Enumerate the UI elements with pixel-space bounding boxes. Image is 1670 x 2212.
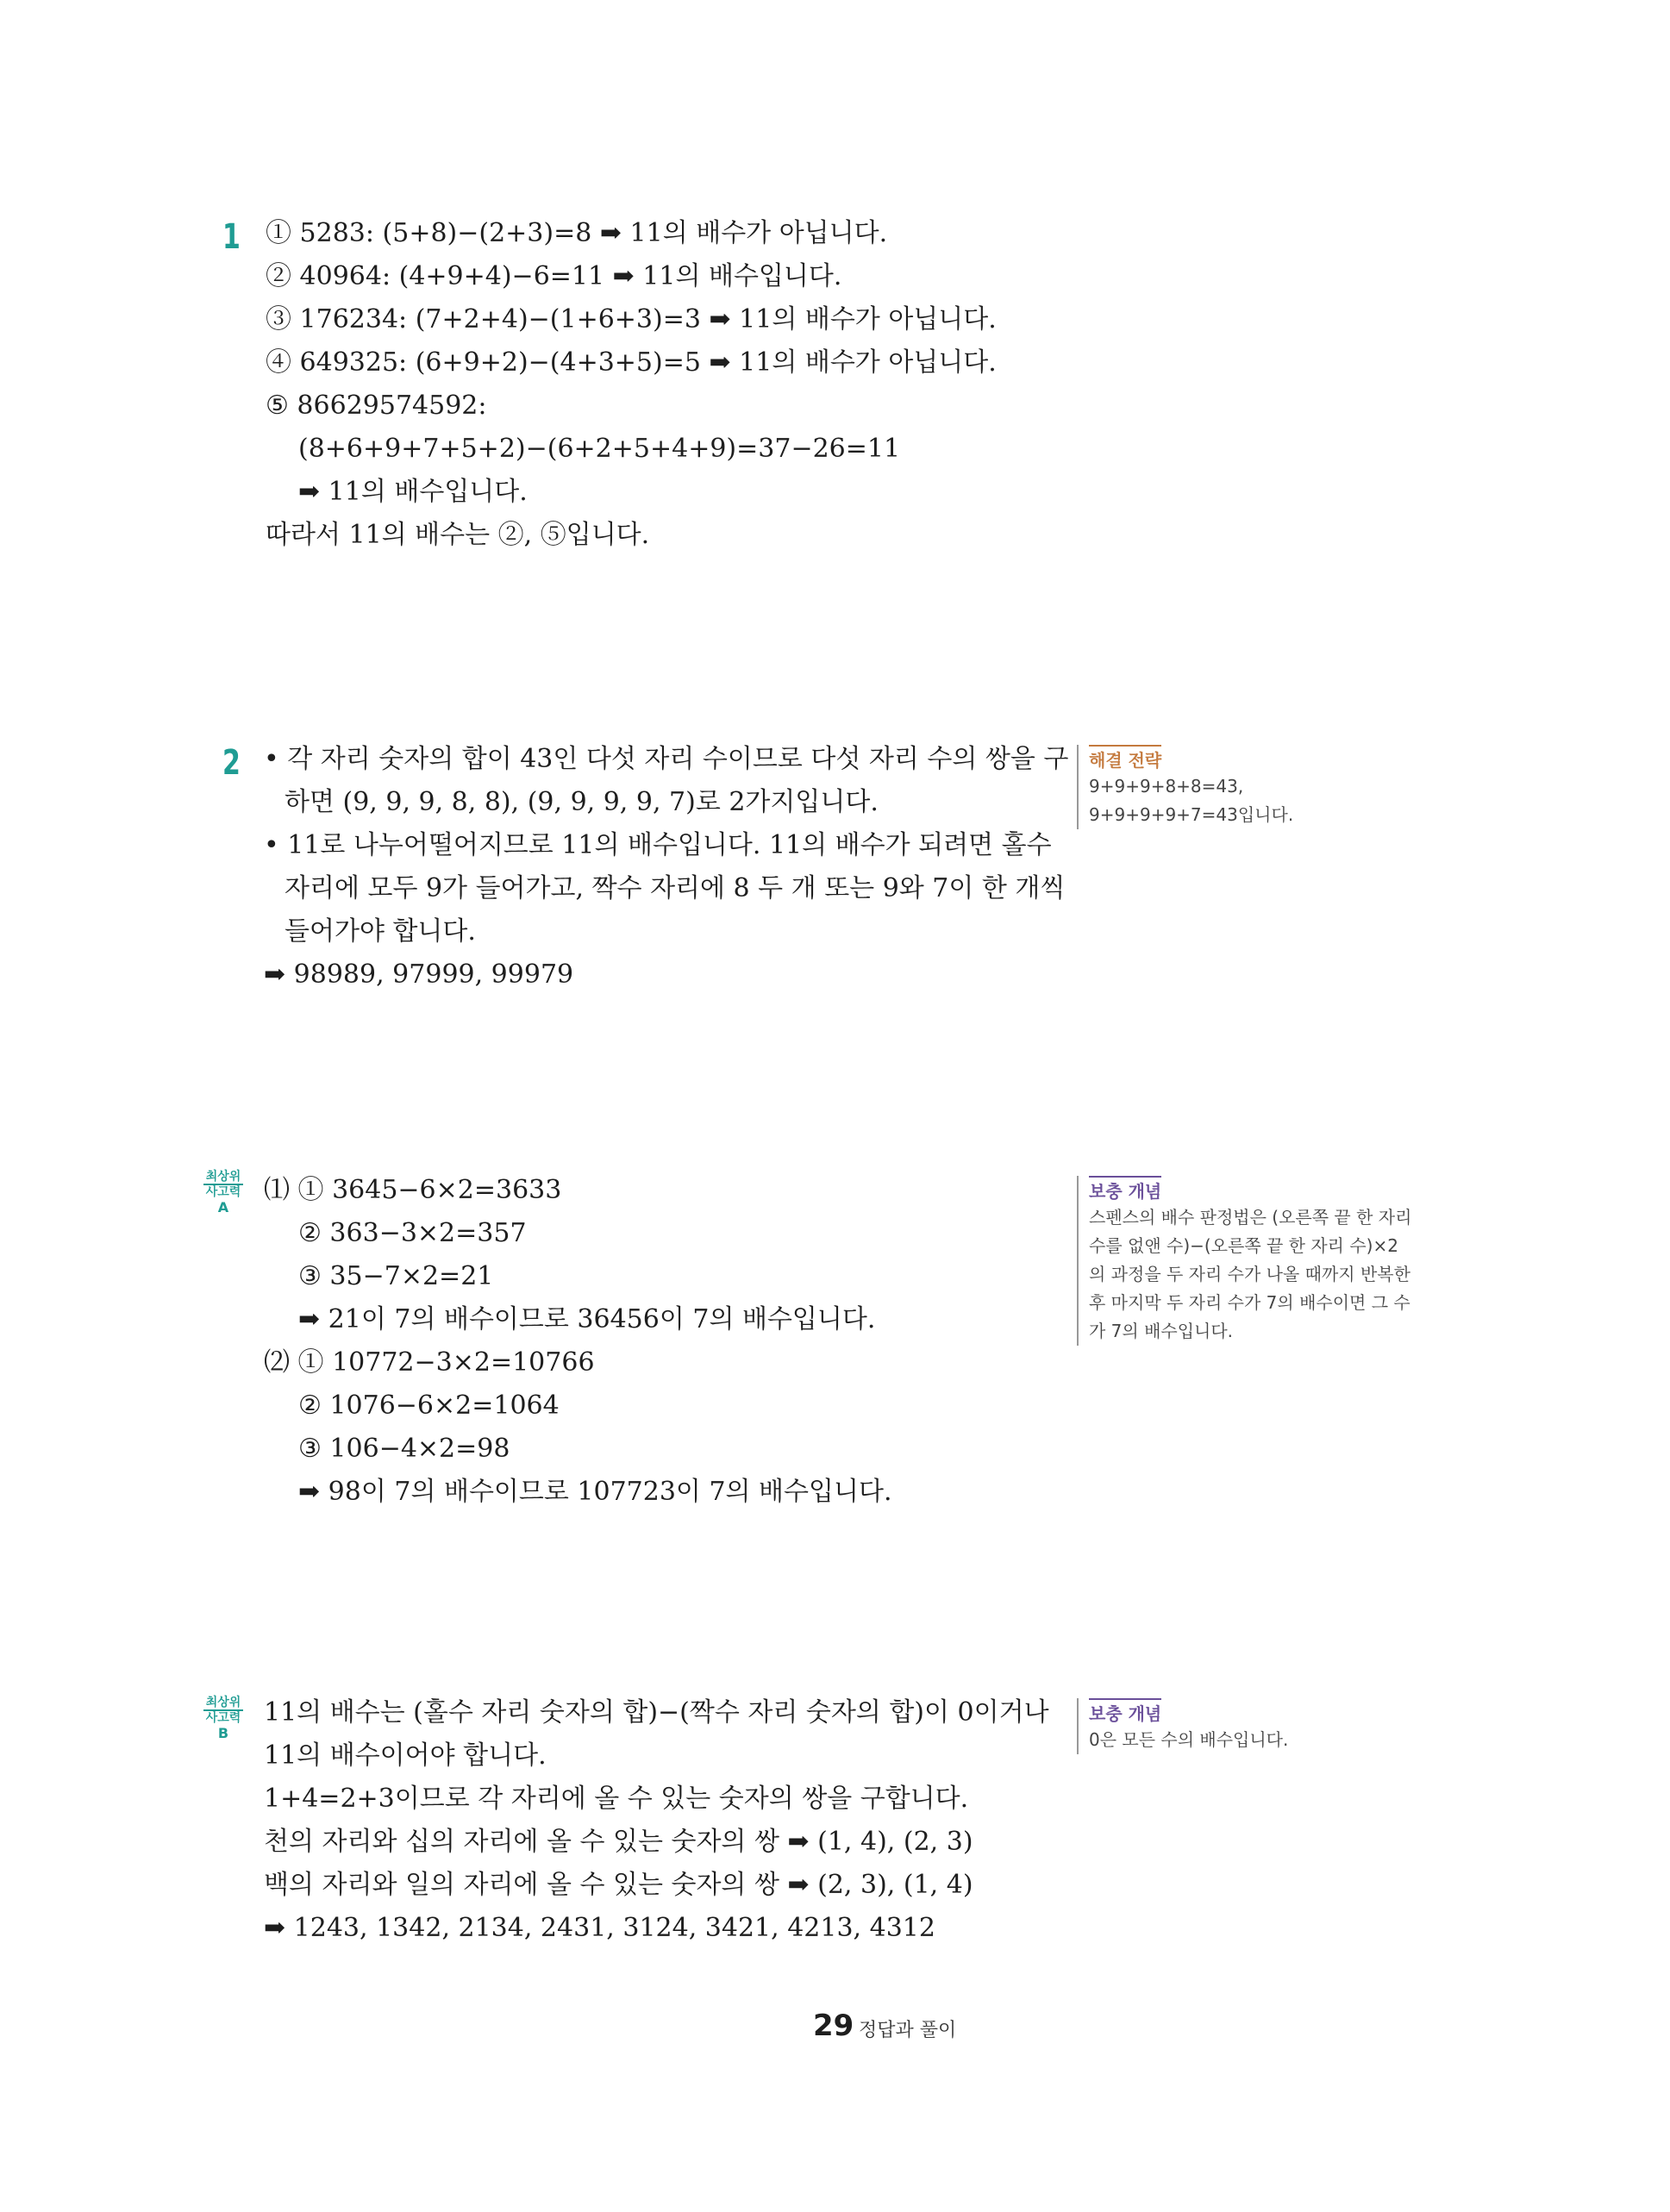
strategy-note-line: 9+9+9+9+7=43입니다. xyxy=(1089,804,1294,825)
badge-top: 최상위 xyxy=(205,1170,241,1184)
solution-line: 들어가야 합니다. xyxy=(285,916,476,947)
solution-line: ⑴ ① 3645−6×2=3633 xyxy=(264,1175,562,1205)
solution-conclusion: ➡ 98이 7의 배수이므로 107723이 7의 배수입니다. xyxy=(298,1477,892,1507)
solution-line: ⑵ ① 10772−3×2=10766 xyxy=(264,1347,595,1378)
concept-note-title: 보충 개념 xyxy=(1089,1698,1161,1726)
solution-line: • 11로 나누어떨어지므로 11의 배수입니다. 11의 배수가 되려면 홀수 xyxy=(264,830,1052,860)
solution-line: ④ 649325: (6+9+2)−(4+3+5)=5 ➡ 11의 배수가 아닙니다. xyxy=(266,347,997,378)
solution-line: 1+4=2+3이므로 각 자리에 올 수 있는 숫자의 쌍을 구합니다. xyxy=(264,1784,969,1814)
problem-number: 1 xyxy=(222,217,241,257)
solution-line: ➡ 11의 배수입니다. xyxy=(298,477,528,507)
solution-line: (8+6+9+7+5+2)−(6+2+5+4+9)=37−26=11 xyxy=(298,434,901,464)
badge-letter: B xyxy=(217,1724,229,1741)
solution-line: 백의 자리와 일의 자리에 올 수 있는 숫자의 쌍 ➡ (2, 3), (1, 4) xyxy=(264,1870,973,1900)
solution-line: 11의 배수는 (홀수 자리 숫자의 합)−(짝수 자리 숫자의 합)이 0이거나 xyxy=(264,1697,1049,1728)
concept-note xyxy=(1077,1176,1468,1346)
badge-mid: 사고력 xyxy=(203,1184,243,1199)
solution-line: ② 363−3×2=357 xyxy=(298,1218,527,1248)
solution-conclusion: ➡ 98989, 97999, 99979 xyxy=(264,959,574,990)
solution-line: • 각 자리 숫자의 합이 43인 다섯 자리 수이므로 다섯 자리 수의 쌍을 구 xyxy=(264,744,1069,774)
solution-line: ⑤ 86629574592: xyxy=(266,391,487,421)
concept-note-line: 후 마지막 두 자리 수가 7의 배수이면 그 수 xyxy=(1089,1292,1410,1313)
solution-line: ➡ 21이 7의 배수이므로 36456이 7의 배수입니다. xyxy=(298,1304,876,1334)
solution-line: ② 40964: (4+9+4)−6=11 ➡ 11의 배수입니다. xyxy=(266,261,842,291)
problem-number: 2 xyxy=(222,743,241,783)
solution-line: 자리에 모두 9가 들어가고, 짝수 자리에 8 두 개 또는 9와 7이 한 개씩 xyxy=(285,873,1066,903)
badge-letter: A xyxy=(217,1198,229,1215)
concept-note-line: 의 과정을 두 자리 수가 나올 때까지 반복한 xyxy=(1089,1264,1410,1284)
badge-top: 최상위 xyxy=(205,1696,241,1709)
solution-line: ③ 106−4×2=98 xyxy=(298,1434,510,1464)
strategy-note-line: 9+9+9+8+8=43, xyxy=(1089,776,1244,797)
solution-line: ① 5283: (5+8)−(2+3)=8 ➡ 11의 배수가 아닙니다. xyxy=(266,218,888,248)
concept-note-line: 0은 모든 수의 배수입니다. xyxy=(1089,1729,1289,1750)
solution-line: ② 1076−6×2=1064 xyxy=(298,1390,560,1421)
strategy-note-title: 해결 전략 xyxy=(1089,745,1161,772)
page-number: 29 xyxy=(813,2009,854,2043)
advanced-thinking-badge-b xyxy=(203,1696,243,1740)
advanced-thinking-badge-a xyxy=(203,1171,243,1215)
badge-mid: 사고력 xyxy=(203,1709,243,1725)
concept-note xyxy=(1077,1698,1468,1754)
solution-line: 천의 자리와 십의 자리에 올 수 있는 숫자의 쌍 ➡ (1, 4), (2, 3) xyxy=(264,1827,973,1857)
solution-conclusion: ➡ 1243, 1342, 2134, 2431, 3124, 3421, 4213, 4312 xyxy=(264,1913,935,1943)
solution-line: 11의 배수이어야 합니다. xyxy=(264,1740,547,1771)
solution-line: ③ 176234: (7+2+4)−(1+6+3)=3 ➡ 11의 배수가 아닙니다. xyxy=(266,304,997,334)
solution-line: 하면 (9, 9, 9, 8, 8), (9, 9, 9, 9, 7)로 2가지입니다. xyxy=(285,787,879,817)
solution-conclusion: 따라서 11의 배수는 ②, ⑤입니다. xyxy=(266,520,650,550)
concept-note-title: 보충 개념 xyxy=(1089,1176,1161,1203)
strategy-note xyxy=(1077,745,1468,829)
concept-note-line: 수를 없앤 수)−(오른쪽 끝 한 자리 수)×2 xyxy=(1089,1235,1398,1256)
concept-note-line: 스펜스의 배수 판정법은 (오른쪽 끝 한 자리 xyxy=(1089,1207,1412,1228)
page-footer-label: 정답과 풀이 xyxy=(859,2020,957,2041)
concept-note-line: 가 7의 배수입니다. xyxy=(1089,1321,1234,1341)
solution-line: ③ 35−7×2=21 xyxy=(298,1261,494,1291)
